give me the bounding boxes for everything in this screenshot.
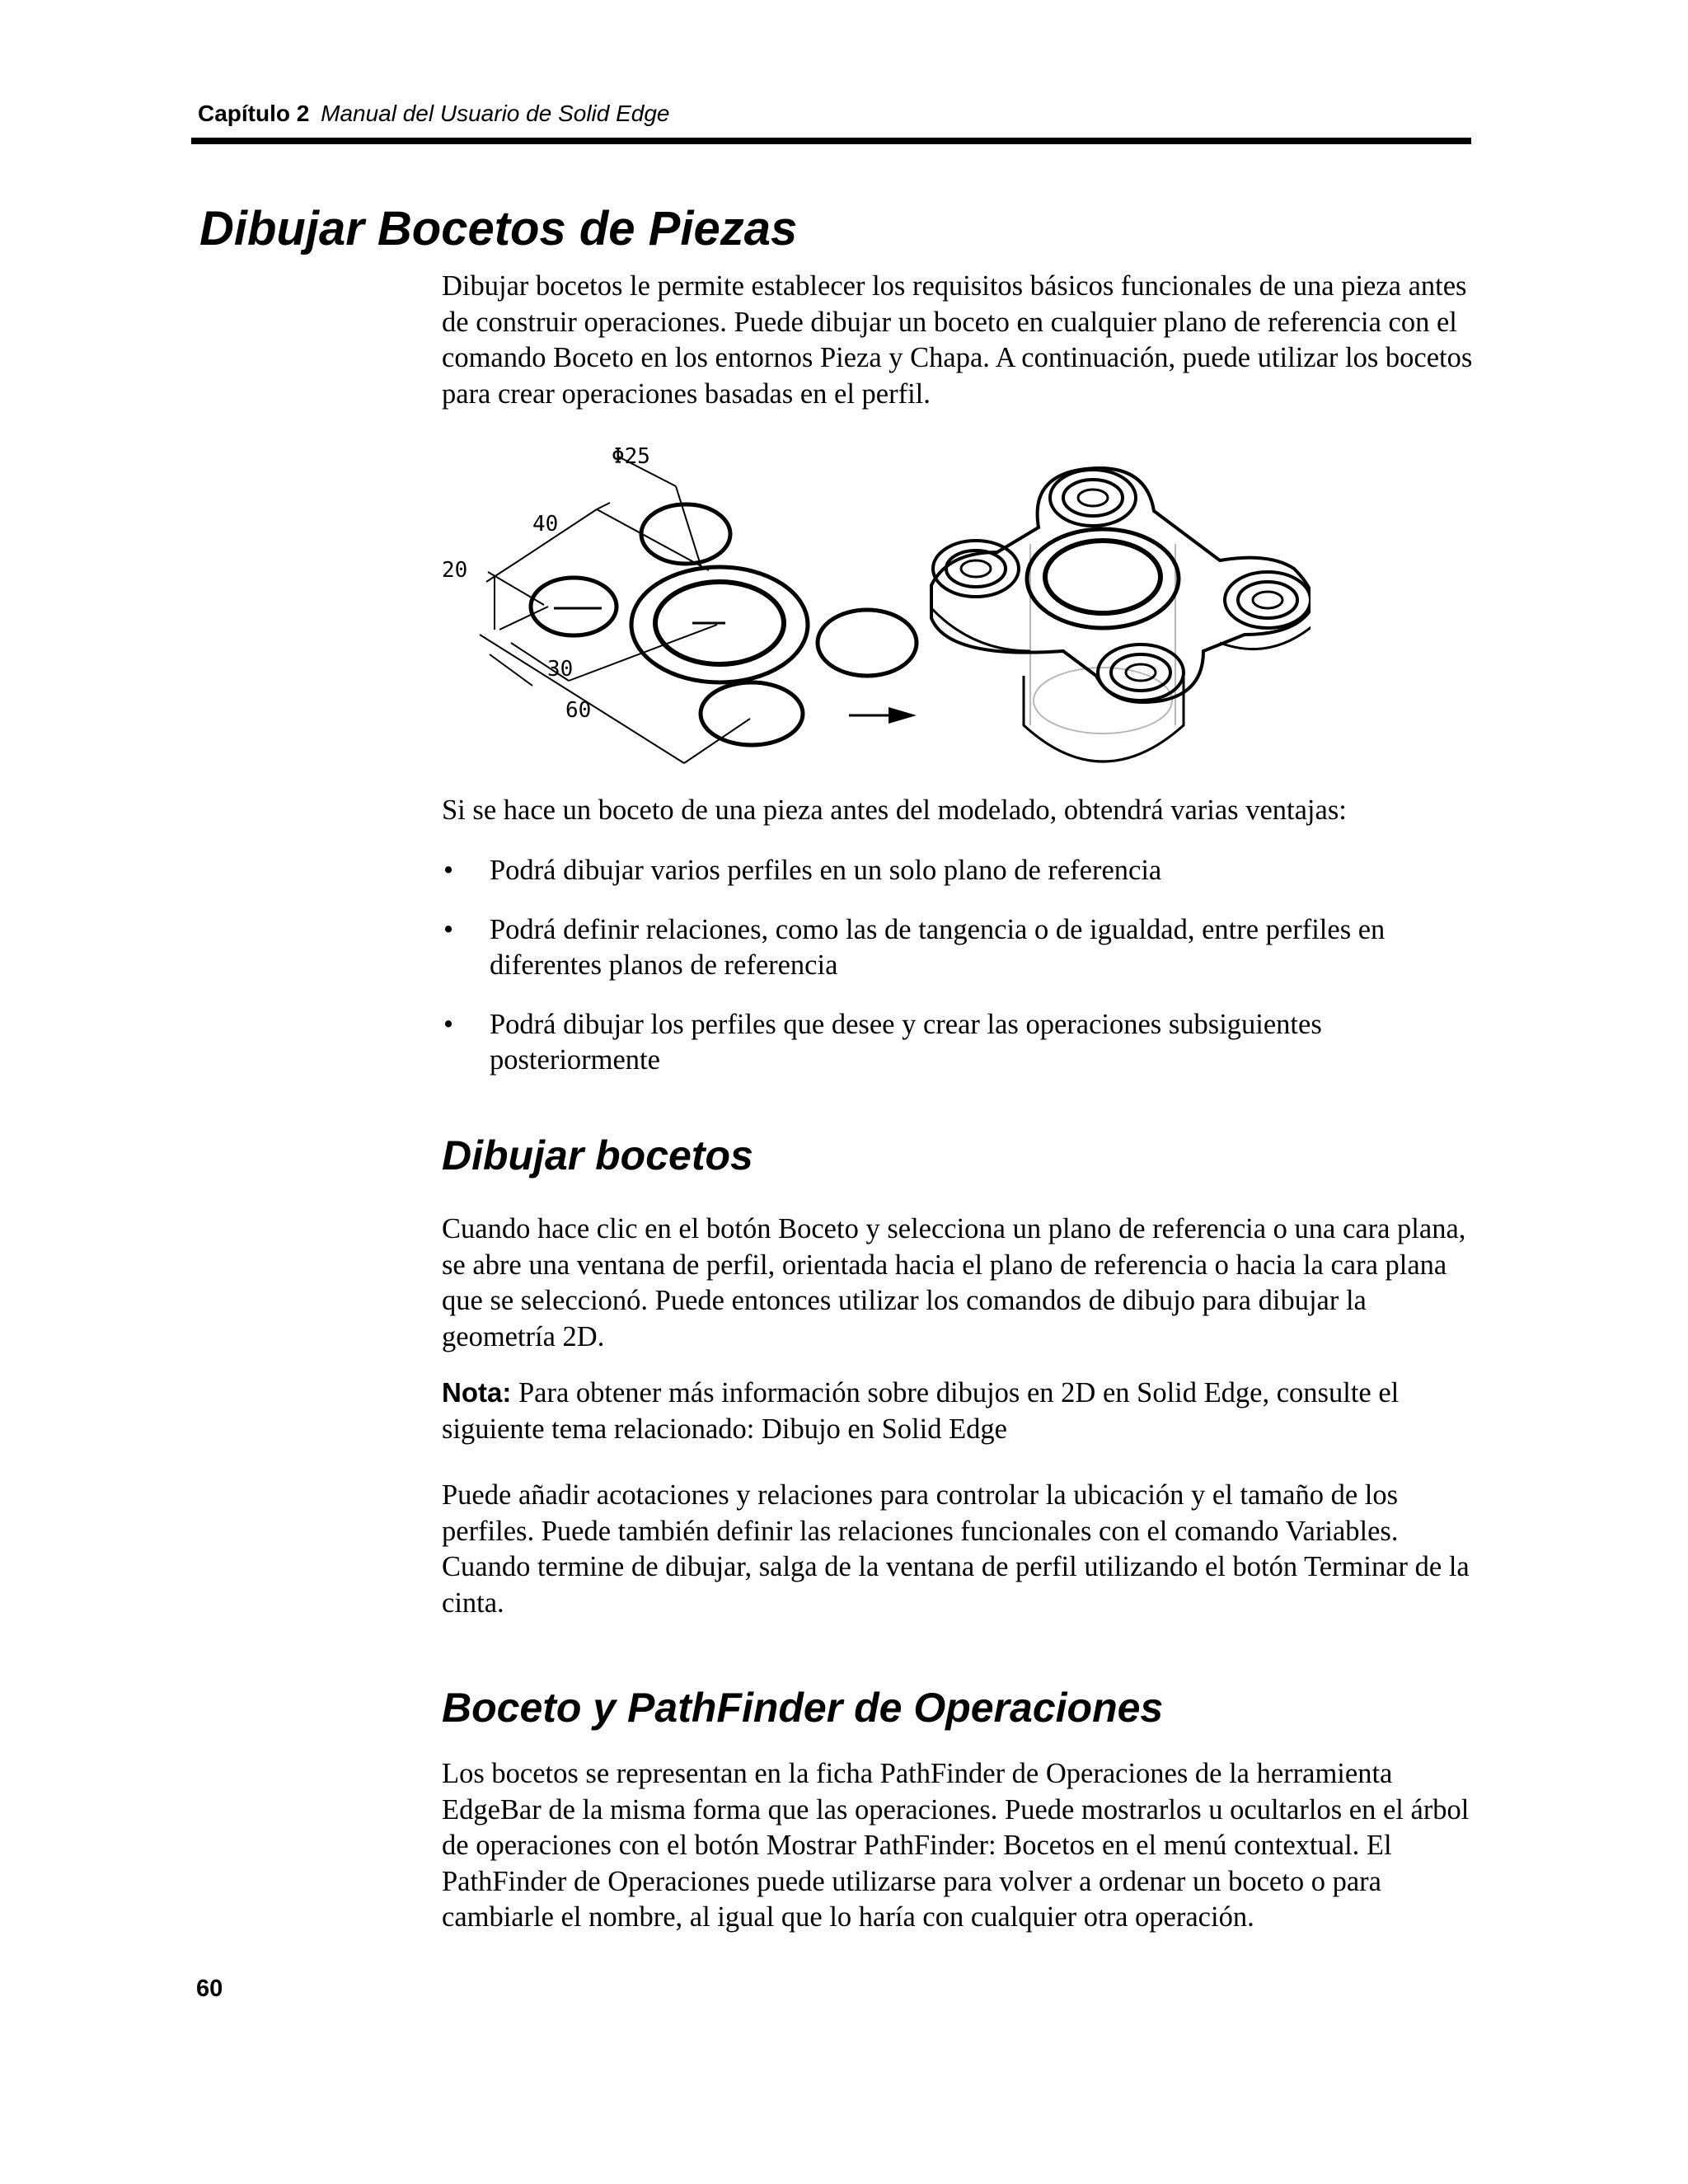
sketch-circle-right — [818, 610, 917, 676]
list-item — [442, 1007, 1480, 1079]
transform-arrow-icon — [849, 707, 917, 724]
note-paragraph — [442, 1375, 1480, 1447]
intro-paragraph: Dibujar bocetos le permite establecer los requisitos básicos funcionales de una pieza antes de construir operaciones. Puede dibujar un boceto en cualquier plano de referencia con el comando Boceto en los entornos Pieza y Chapa. A continuación, puede utilizar los bocetos para crear operaciones basadas en el perfil. — [442, 270, 1473, 410]
sketch-to-part-figure — [437, 429, 1311, 775]
dim-20: 20 — [442, 558, 468, 583]
list-item — [442, 853, 1480, 889]
section1-paragraph-1: Cuando hace clic en el botón Boceto y selecciona un plano de referencia o una cara plana, se abre una ventana de perfil, orientada hacia el plano de referencia o hacia la cara plana que se seleccionó. Puede entonces utilizar los comandos de dibujo para dibujar la geometría 2D. — [442, 1213, 1466, 1352]
section-heading-pathfinder: Boceto y PathFinder de Operaciones — [442, 1685, 1164, 1731]
manual-title: Manual del Usuario de Solid Edge — [321, 101, 670, 126]
advantages-list — [442, 853, 1480, 1079]
isometric-part — [931, 468, 1311, 762]
list-item — [442, 912, 1480, 984]
sketch-drawing — [480, 457, 917, 763]
note-text: Para obtener más información sobre dibujos en 2D en Solid Edge, consulte el siguiente tema relacionado: Dibujo en Solid Edge — [442, 1377, 1400, 1445]
chapter-label: Capítulo 2 — [198, 101, 310, 126]
dim-60: 60 — [565, 698, 592, 723]
list-item-text: Podrá dibujar varios perfiles en un solo plano de referencia — [490, 855, 1162, 886]
advantages-intro: Si se hace un boceto de una pieza antes del modelado, obtendrá varias ventajas: — [442, 794, 1347, 826]
boss-center-inner — [1045, 541, 1160, 613]
header-rule — [191, 138, 1471, 144]
list-item-text: Podrá definir relaciones, como las de tangencia o de igualdad, entre perfiles en diferentes planos de referencia — [490, 913, 1386, 981]
running-header — [198, 99, 670, 129]
sketch-circle-bottom — [701, 682, 803, 745]
section-heading-dibujar-bocetos: Dibujar bocetos — [442, 1132, 753, 1179]
bullet-icon: • — [443, 1008, 454, 1040]
sketch-circle-top — [641, 504, 730, 564]
sketch-circle-left — [531, 578, 617, 635]
list-item-text: Podrá dibujar los perfiles que desee y crear las operaciones subsiguientes posteriormente — [490, 1008, 1322, 1076]
note-label: Nota: — [442, 1377, 512, 1408]
dim-30: 30 — [547, 657, 574, 682]
bullet-icon: • — [443, 913, 454, 945]
bullet-icon: • — [443, 855, 454, 886]
dim-phi25: Φ25 — [612, 444, 650, 469]
page-title: Dibujar Bocetos de Piezas — [199, 202, 798, 255]
section2-paragraph-1: Los bocetos se representan en la ficha PathFinder de Operaciones de la herramienta EdgeBar de la misma forma que las operaciones. Puede mostrarlos u ocultarlos en el árbol de operaciones con el botón Mostrar PathFinder: Bocetos en el menú contextual. El PathFinder de Operaciones puede utilizarse para volver a ordenar un boceto o para cambiarle el nombre, al igual que lo haría con cualquier otra operación. — [442, 1758, 1470, 1933]
dim-40: 40 — [532, 512, 559, 537]
section1-paragraph-2: Puede añadir acotaciones y relaciones para controlar la ubicación y el tamaño de los perfiles. Puede también definir las relaciones funcionales con el comando Variables. Cuando termine de dibujar, salga de la ventana de perfil utilizando el botón Terminar de la cinta. — [442, 1479, 1470, 1619]
page-number: 60 — [196, 1975, 223, 2002]
